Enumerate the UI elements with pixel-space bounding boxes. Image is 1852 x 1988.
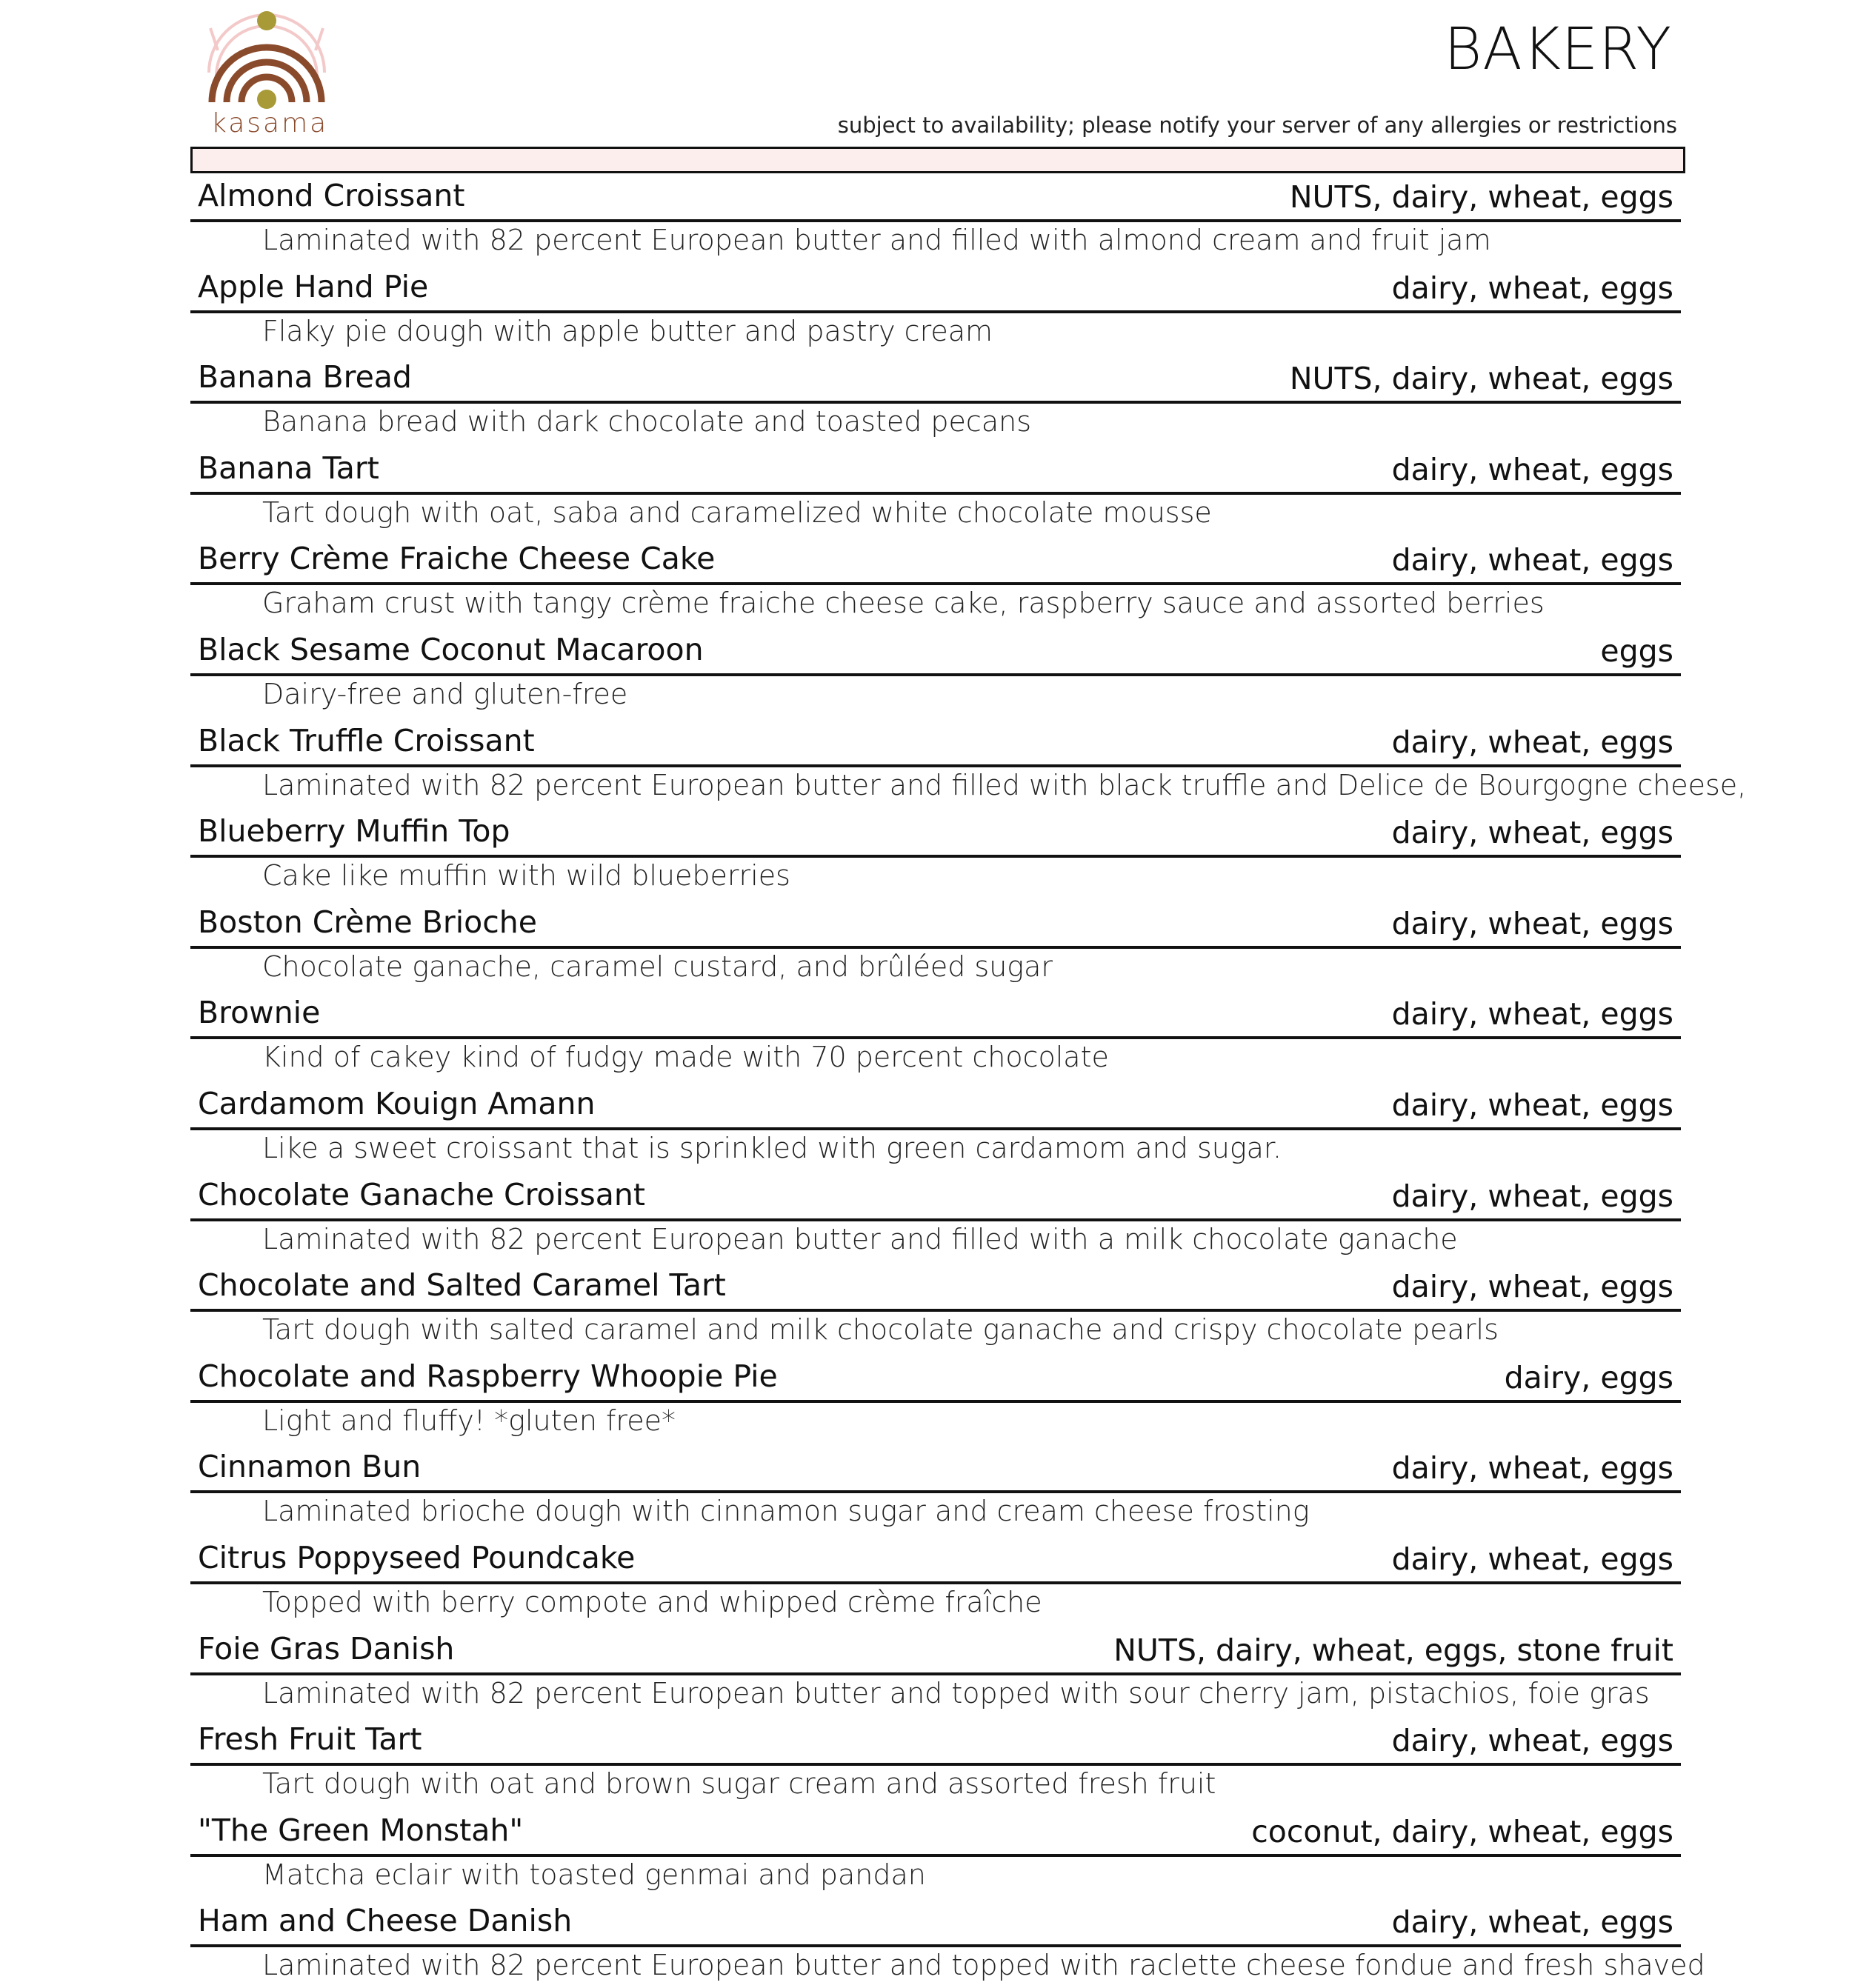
menu-item-description: Laminated with 82 percent European butter and filled with black truffle and Delice de Bourgogne cheese,: [262, 768, 1747, 801]
menu-item-name: Cardamom Kouign Amann: [198, 1085, 596, 1121]
menu-item-name: Almond Croissant: [198, 178, 465, 213]
menu-item: [190, 1534, 1681, 1625]
menu-item-header: [190, 263, 1681, 313]
menu-item-header: [190, 626, 1681, 676]
menu-item: [190, 1715, 1681, 1807]
menu-item-name: Citrus Poppyseed Poundcake: [198, 1539, 636, 1575]
menu-item: [190, 1625, 1681, 1716]
menu-item-allergens: dairy, wheat, eggs: [1391, 1087, 1673, 1123]
menu-item-header: [190, 1897, 1681, 1947]
rainbow-sun-icon: [200, 6, 333, 117]
menu-item-description: Dairy-free and gluten-free: [262, 677, 628, 710]
menu-item-name: "The Green Monstah": [198, 1812, 524, 1848]
page-title: BAKERY: [1444, 16, 1672, 83]
menu-item-description: Like a sweet croissant that is sprinkled with green cardamom and sugar.: [262, 1131, 1282, 1164]
menu-item-allergens: dairy, wheat, eggs: [1391, 451, 1673, 487]
menu-list: [190, 172, 1747, 1988]
menu-item-name: Chocolate Ganache Croissant: [198, 1176, 645, 1213]
menu-item-allergens: dairy, wheat, eggs: [1391, 905, 1673, 941]
menu-item-allergens: NUTS, dairy, wheat, eggs: [1289, 361, 1673, 397]
menu-item-header: [190, 898, 1681, 949]
menu-item-header: [190, 1352, 1681, 1403]
menu-item-name: Apple Hand Pie: [198, 268, 429, 304]
menu-item-header: [190, 807, 1681, 858]
menu-item-name: Fresh Fruit Tart: [198, 1721, 422, 1758]
menu-item-allergens: dairy, wheat, eggs: [1391, 996, 1673, 1033]
menu-item-allergens: dairy, wheat, eggs: [1391, 1450, 1673, 1487]
menu-item-allergens: dairy, wheat, eggs: [1391, 1178, 1673, 1214]
menu-item: [190, 1897, 1705, 1988]
menu-item-header: [190, 172, 1681, 222]
menu-item-description: Laminated with 82 percent European butter and topped with raclette cheese fondue and fresh shaved: [262, 1949, 1705, 1982]
menu-item-description: Cake like muffin with wild blueberries: [262, 859, 790, 893]
menu-item-allergens: dairy, eggs: [1504, 1359, 1673, 1395]
menu-item-allergens: dairy, wheat, eggs: [1391, 270, 1673, 306]
menu-item: [190, 989, 1681, 1080]
menu-item-name: Black Sesame Coconut Macaroon: [198, 631, 704, 667]
menu-item-allergens: NUTS, dairy, wheat, eggs: [1289, 179, 1673, 215]
menu-item-header: [190, 1625, 1681, 1675]
menu-item-description: Laminated with 82 percent European butter and topped with sour cherry jam, pistachios, foie gras: [262, 1676, 1650, 1710]
menu-item-description: Tart dough with oat, saba and caramelized white chocolate mousse: [262, 496, 1212, 529]
menu-item: [190, 626, 1681, 717]
menu-item: [190, 1261, 1681, 1352]
menu-item: [190, 1443, 1681, 1534]
menu-item-description: Light and fluffy! *gluten free*: [262, 1404, 676, 1437]
menu-item-description: Laminated with 82 percent European butter and filled with a milk chocolate ganache: [262, 1222, 1458, 1255]
menu-item: [190, 172, 1681, 263]
menu-item-description: Graham crust with tangy crème fraiche cheese cake, raspberry sauce and assorted berries: [262, 587, 1545, 620]
menu-item-header: [190, 1807, 1681, 1857]
menu-item-description: Chocolate ganache, caramel custard, and brûléed sugar: [262, 950, 1053, 983]
menu-item: [190, 898, 1681, 990]
menu-item-name: Cinnamon Bun: [198, 1449, 422, 1485]
header-divider-bar: [190, 147, 1685, 173]
menu-item-header: [190, 444, 1681, 495]
menu-item-description: Laminated brioche dough with cinnamon sugar and cream cheese frosting: [262, 1495, 1310, 1528]
menu-item-description: Tart dough with oat and brown sugar cream and assorted fresh fruit: [262, 1767, 1216, 1801]
menu-item-allergens: dairy, wheat, eggs: [1391, 1269, 1673, 1305]
menu-item-header: [190, 1080, 1681, 1130]
menu-item-header: [190, 1715, 1681, 1766]
menu-item-description: Laminated with 82 percent European butter and filled with almond cream and fruit jam: [262, 224, 1491, 256]
menu-item-name: Chocolate and Raspberry Whoopie Pie: [198, 1358, 778, 1394]
menu-item-description: Tart dough with salted caramel and milk chocolate ganache and crispy chocolate pearls: [262, 1313, 1499, 1347]
menu-item-name: Boston Crème Brioche: [198, 904, 537, 940]
menu-item-header: [190, 1171, 1681, 1221]
menu-item: [190, 444, 1681, 536]
menu-item-allergens: NUTS, dairy, wheat, eggs, stone fruit: [1113, 1632, 1673, 1668]
menu-item: [190, 535, 1681, 626]
menu-item-header: [190, 989, 1681, 1039]
menu-item-allergens: dairy, wheat, eggs: [1391, 724, 1673, 760]
menu-item: [190, 1352, 1681, 1444]
menu-item-description: Matcha eclair with toasted genmai and pandan: [262, 1858, 926, 1891]
menu-item: [190, 1080, 1681, 1171]
menu-item-name: Blueberry Muffin Top: [198, 813, 510, 850]
menu-item: [190, 807, 1681, 898]
menu-item-header: [190, 353, 1681, 404]
menu-item: [190, 1807, 1681, 1898]
menu-item-description: Kind of cakey kind of fudgy made with 70 percent chocolate: [262, 1041, 1109, 1074]
menu-item-allergens: dairy, wheat, eggs: [1391, 1723, 1673, 1759]
menu-item-description: Banana bread with dark chocolate and toasted pecans: [262, 405, 1031, 438]
menu-item-header: [190, 535, 1681, 585]
menu-item-name: Berry Crème Fraiche Cheese Cake: [198, 541, 716, 577]
menu-item-name: Ham and Cheese Danish: [198, 1903, 573, 1939]
menu-item: [190, 353, 1681, 444]
menu-item-name: Banana Tart: [198, 450, 379, 486]
menu-item-allergens: dairy, wheat, eggs: [1391, 1904, 1673, 1941]
menu-item-allergens: eggs: [1600, 633, 1673, 669]
menu-item-name: Banana Bread: [198, 359, 412, 396]
menu-item-description: Topped with berry compote and whipped crème fraîche: [262, 1585, 1042, 1618]
menu-item: [190, 263, 1681, 354]
menu-item-name: Black Truffle Croissant: [198, 722, 535, 758]
menu-item-name: Chocolate and Salted Caramel Tart: [198, 1267, 726, 1304]
menu-item-allergens: dairy, wheat, eggs: [1391, 542, 1673, 578]
menu-item-header: [190, 1443, 1681, 1493]
menu-item-header: [190, 1261, 1681, 1312]
menu-item-header: [190, 717, 1681, 767]
menu-item: [190, 717, 1747, 808]
menu-item-name: Brownie: [198, 995, 321, 1031]
menu-item-allergens: coconut, dairy, wheat, eggs: [1251, 1813, 1673, 1849]
menu-item-description: Flaky pie dough with apple butter and pastry cream: [262, 314, 993, 347]
menu-item: [190, 1171, 1681, 1262]
menu-item-allergens: dairy, wheat, eggs: [1391, 815, 1673, 851]
menu-item-header: [190, 1534, 1681, 1584]
availability-note: subject to availability; please notify your server of any allergies or restrictions: [837, 113, 1677, 138]
menu-item-allergens: dairy, wheat, eggs: [1391, 1541, 1673, 1577]
menu-item-name: Foie Gras Danish: [198, 1630, 455, 1667]
brand-name: kasama: [211, 108, 329, 139]
